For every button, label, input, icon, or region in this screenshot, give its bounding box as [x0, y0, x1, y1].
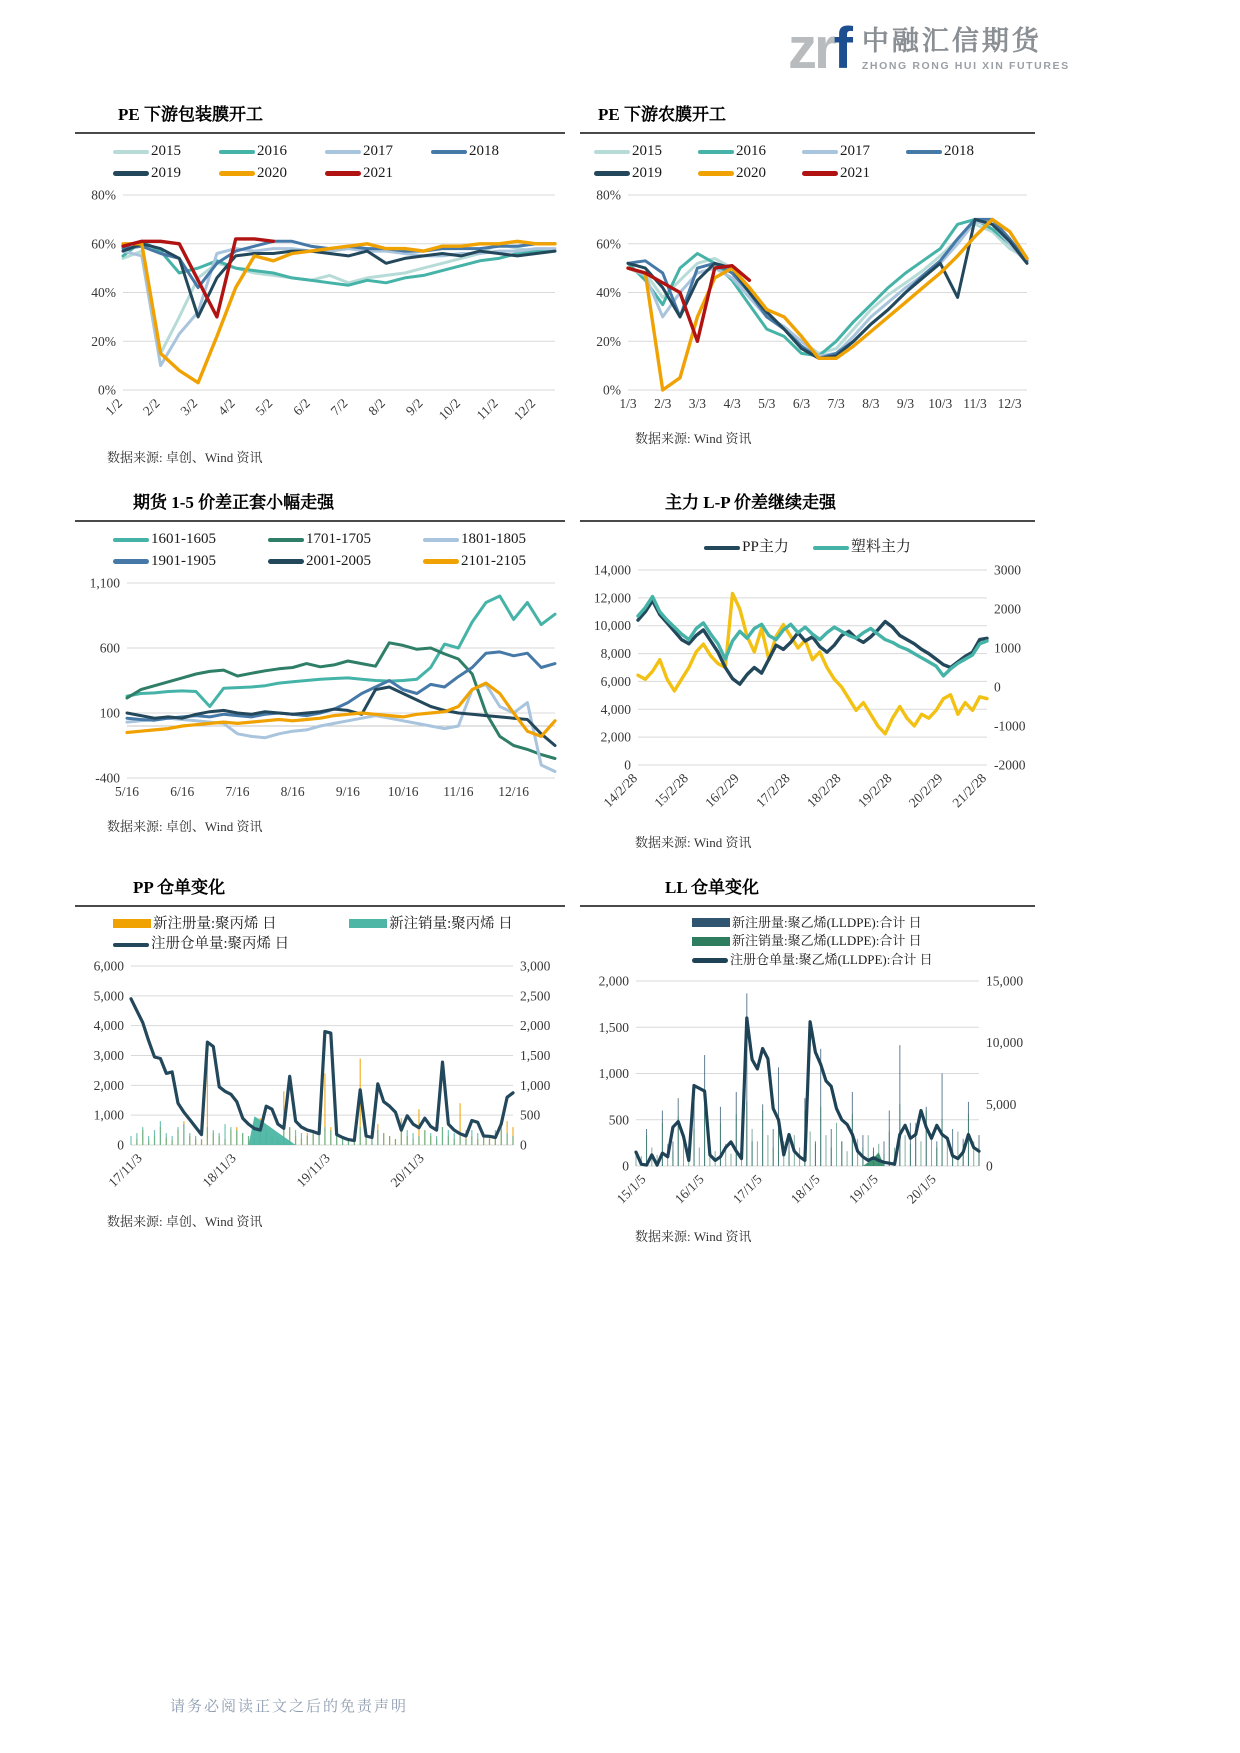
- logo-zrf-mark: [788, 16, 850, 81]
- legend-item: [704, 538, 789, 558]
- svg-text:2,500: 2,500: [520, 988, 551, 1004]
- legend-swatch: [594, 171, 630, 176]
- svg-text:7/16: 7/16: [225, 784, 250, 799]
- chart-main-lp-spread: [580, 488, 1035, 851]
- svg-text:6/2: 6/2: [290, 395, 313, 419]
- title-rule: [580, 905, 1035, 907]
- svg-text:1000: 1000: [994, 640, 1021, 655]
- title-rule: [75, 905, 565, 907]
- chart-ll-warehouse-receipts: [580, 873, 1035, 1246]
- legend-label: 1801-1805: [461, 531, 526, 547]
- legend-label: 新注册量:聚丙烯 日: [153, 915, 277, 932]
- svg-text:16/2/29: 16/2/29: [702, 770, 742, 810]
- legend-item: [431, 142, 499, 162]
- svg-text:1/3: 1/3: [619, 396, 637, 411]
- svg-text:100: 100: [99, 705, 120, 721]
- chart-canvas: [75, 958, 565, 1203]
- svg-text:0: 0: [117, 1137, 124, 1153]
- legend-swatch: [325, 171, 361, 176]
- legend-label: 2015: [632, 143, 662, 159]
- svg-text:3,000: 3,000: [93, 1048, 124, 1064]
- svg-text:6/16: 6/16: [170, 784, 195, 799]
- legend-label: 塑料主力: [850, 539, 911, 555]
- legend-swatch: [692, 918, 730, 927]
- title-rule: [580, 132, 1035, 134]
- svg-text:0: 0: [624, 757, 631, 772]
- svg-text:2/3: 2/3: [654, 396, 672, 411]
- legend-item: [594, 142, 662, 162]
- svg-text:5,000: 5,000: [986, 1097, 1017, 1113]
- svg-text:19/2/28: 19/2/28: [854, 770, 895, 810]
- svg-text:9/2: 9/2: [402, 395, 426, 419]
- svg-text:1,000: 1,000: [93, 1107, 124, 1123]
- svg-text:6,000: 6,000: [600, 673, 631, 689]
- svg-text:20/1/5: 20/1/5: [903, 1171, 939, 1207]
- svg-text:15/1/5: 15/1/5: [613, 1171, 649, 1207]
- legend-item: [692, 933, 933, 950]
- svg-text:20/11/3: 20/11/3: [387, 1150, 427, 1191]
- legend-label: 注册仓单量:聚乙烯(LLDPE):合计 日: [730, 952, 933, 968]
- svg-text:18/11/3: 18/11/3: [199, 1150, 239, 1191]
- svg-text:11/3: 11/3: [963, 396, 987, 411]
- svg-text:3/2: 3/2: [177, 395, 201, 419]
- legend-swatch: [268, 538, 304, 543]
- legend-swatch: [813, 546, 849, 551]
- svg-text:600: 600: [99, 640, 120, 656]
- legend-swatch: [113, 538, 149, 543]
- svg-text:3/3: 3/3: [688, 396, 707, 411]
- svg-text:0: 0: [520, 1137, 527, 1153]
- legend-item: [219, 164, 287, 184]
- chart-canvas: [580, 187, 1035, 420]
- chart-legend: [113, 530, 565, 571]
- svg-text:4,000: 4,000: [600, 701, 631, 717]
- legend-label: 2017: [363, 143, 393, 159]
- svg-text:-400: -400: [95, 770, 120, 786]
- svg-text:0: 0: [994, 679, 1001, 694]
- svg-text:80%: 80%: [596, 187, 621, 203]
- chart-svg: [580, 187, 1035, 420]
- chart-title: LL 仓单变化: [665, 877, 759, 897]
- svg-text:40%: 40%: [91, 285, 116, 300]
- svg-text:15,000: 15,000: [986, 973, 1024, 989]
- legend-item: [594, 164, 662, 184]
- chart-title: PE 下游包装膜开工: [118, 105, 263, 124]
- chart-canvas: [580, 973, 1035, 1218]
- legend-item: [906, 142, 974, 162]
- legend-swatch: [423, 538, 459, 543]
- svg-text:10/3: 10/3: [928, 396, 953, 411]
- svg-text:500: 500: [520, 1107, 541, 1123]
- chart-svg: [75, 958, 565, 1203]
- legend-item: [423, 530, 526, 550]
- svg-text:5/2: 5/2: [252, 395, 276, 419]
- svg-text:5/3: 5/3: [758, 396, 776, 411]
- svg-text:60%: 60%: [91, 236, 116, 252]
- svg-text:2,000: 2,000: [600, 729, 631, 745]
- data-source: 数据来源: Wind 资讯: [635, 1229, 752, 1245]
- svg-text:19/11/3: 19/11/3: [293, 1150, 333, 1191]
- svg-text:1,000: 1,000: [520, 1078, 551, 1094]
- chart-svg: [75, 187, 565, 439]
- legend-item: [692, 915, 933, 932]
- svg-text:11/16: 11/16: [443, 784, 474, 799]
- chart-canvas: [75, 575, 565, 808]
- legend-label: 2019: [632, 164, 662, 181]
- svg-text:-1000: -1000: [994, 718, 1026, 733]
- legend-item: [813, 538, 911, 558]
- svg-text:8,000: 8,000: [600, 645, 631, 661]
- svg-text:1,000: 1,000: [598, 1066, 629, 1082]
- chart-title: PP 仓单变化: [133, 877, 226, 897]
- legend-label: 2018: [944, 143, 974, 159]
- svg-text:7/3: 7/3: [827, 396, 845, 411]
- legend-label: 2101-2105: [461, 552, 526, 569]
- svg-text:21/2/28: 21/2/28: [949, 770, 990, 810]
- chart-title: PE 下游农膜开工: [598, 105, 726, 124]
- legend-label: 2021: [363, 164, 393, 181]
- legend-swatch: [692, 937, 730, 946]
- legend-label: 2017: [840, 143, 870, 159]
- svg-text:17/1/5: 17/1/5: [729, 1171, 765, 1207]
- svg-text:4/3: 4/3: [723, 396, 741, 411]
- data-source: 数据来源: Wind 资讯: [635, 431, 752, 446]
- legend-item: [698, 164, 766, 184]
- legend-item: [692, 952, 933, 969]
- legend-label: 注册仓单量:聚丙烯 日: [151, 936, 290, 953]
- svg-text:9/3: 9/3: [896, 396, 915, 411]
- svg-text:18/2/28: 18/2/28: [803, 770, 844, 810]
- legend-swatch: [431, 150, 467, 155]
- legend-swatch: [423, 559, 459, 564]
- legend-item: [113, 552, 216, 572]
- chart-legend: [580, 538, 1035, 558]
- svg-text:0: 0: [622, 1158, 629, 1174]
- disclaimer-footer: 请务必阅读正文之后的免责声明: [170, 1699, 409, 1715]
- logo-company-name-en: ZHONG RONG HUI XIN FUTURES: [861, 59, 1070, 72]
- legend-item: [113, 935, 289, 954]
- logo-zr-letters: zr: [788, 16, 834, 81]
- legend-label: 2016: [257, 143, 287, 159]
- svg-text:10/16: 10/16: [387, 784, 419, 799]
- svg-text:5/16: 5/16: [114, 784, 140, 799]
- svg-text:14/2/28: 14/2/28: [600, 770, 641, 810]
- svg-text:10/2: 10/2: [435, 395, 464, 424]
- legend-swatch: [704, 546, 740, 551]
- legend-label: PP主力: [742, 539, 789, 555]
- legend-swatch: [349, 919, 387, 928]
- svg-text:2000: 2000: [994, 601, 1021, 616]
- svg-text:20%: 20%: [91, 333, 116, 349]
- legend-label: 2015: [151, 143, 181, 159]
- logo-f-letter: f: [833, 16, 850, 81]
- svg-text:20/2/29: 20/2/29: [905, 770, 946, 810]
- svg-text:2/2: 2/2: [139, 395, 163, 419]
- logo-text: [862, 26, 1070, 71]
- legend-swatch: [698, 171, 734, 176]
- svg-text:4,000: 4,000: [93, 1018, 124, 1034]
- legend-label: 新注销量:聚丙烯 日: [389, 915, 513, 932]
- svg-text:11/2: 11/2: [473, 395, 501, 423]
- svg-text:1/2: 1/2: [102, 395, 126, 419]
- legend-label: 2018: [469, 143, 499, 159]
- legend-item: [113, 164, 181, 184]
- svg-text:500: 500: [608, 1112, 629, 1128]
- svg-text:17/2/28: 17/2/28: [753, 770, 793, 810]
- chart-canvas: [580, 562, 1035, 824]
- svg-text:12,000: 12,000: [593, 589, 631, 605]
- svg-text:6,000: 6,000: [93, 958, 124, 974]
- svg-text:15/2/28: 15/2/28: [651, 770, 692, 810]
- svg-text:12/16: 12/16: [498, 784, 529, 799]
- svg-text:2,000: 2,000: [93, 1078, 124, 1094]
- legend-swatch: [325, 150, 361, 155]
- chart-legend: [113, 915, 565, 955]
- legend-swatch: [698, 150, 734, 155]
- legend-swatch: [268, 559, 304, 564]
- svg-text:3000: 3000: [994, 562, 1021, 577]
- svg-text:10,000: 10,000: [986, 1035, 1024, 1051]
- legend-swatch: [219, 171, 255, 176]
- legend-swatch: [113, 943, 149, 948]
- svg-text:8/16: 8/16: [280, 784, 305, 799]
- legend-item: [113, 530, 216, 550]
- legend-swatch: [802, 171, 838, 176]
- legend-swatch: [219, 150, 255, 155]
- legend-label: 新注册量:聚乙烯(LLDPE):合计 日: [732, 914, 922, 930]
- legend-swatch: [113, 919, 151, 928]
- svg-text:40%: 40%: [596, 285, 621, 300]
- svg-text:18/1/5: 18/1/5: [787, 1171, 823, 1207]
- svg-text:8/2: 8/2: [365, 395, 389, 419]
- chart-pp-warehouse-receipts: [75, 873, 565, 1231]
- data-source: 数据来源: 卓创、Wind 资讯: [107, 450, 263, 465]
- legend-item: [802, 142, 870, 162]
- legend-swatch: [113, 559, 149, 564]
- svg-text:80%: 80%: [91, 187, 116, 203]
- legend-item: [268, 552, 371, 572]
- legend-item: [325, 142, 393, 162]
- legend-item: [113, 142, 181, 162]
- svg-text:3,000: 3,000: [520, 958, 551, 974]
- chart-pe-agri-film-operating-rate: [580, 100, 1035, 447]
- legend-item: [268, 530, 371, 550]
- chart-canvas: [75, 187, 565, 439]
- legend-item: [698, 142, 766, 162]
- chart-title: 期货 1-5 价差正套小幅走强: [133, 493, 335, 512]
- chart-title: 主力 L-P 价差继续走强: [665, 493, 836, 512]
- svg-text:10,000: 10,000: [593, 617, 631, 633]
- svg-text:7/2: 7/2: [327, 395, 351, 419]
- legend-label: 2020: [736, 164, 766, 181]
- legend-swatch: [113, 171, 149, 176]
- legend-swatch: [113, 150, 149, 155]
- svg-text:16/1/5: 16/1/5: [671, 1171, 707, 1207]
- svg-text:0%: 0%: [603, 382, 621, 398]
- chart-futures-1-5-spread: [75, 488, 565, 835]
- legend-label: 1901-1905: [151, 552, 216, 569]
- data-source: 数据来源: Wind 资讯: [635, 834, 752, 850]
- title-rule: [75, 132, 565, 134]
- svg-text:-2000: -2000: [994, 757, 1026, 772]
- legend-label: 2016: [736, 143, 766, 159]
- legend-item: [349, 915, 513, 934]
- chart-svg: [580, 562, 1035, 824]
- legend-label: 2020: [257, 164, 287, 181]
- legend-label: 新注销量:聚乙烯(LLDPE):合计 日: [732, 933, 922, 949]
- title-rule: [75, 520, 565, 522]
- svg-text:12/3: 12/3: [997, 396, 1022, 411]
- legend-label: 1601-1605: [151, 531, 216, 547]
- svg-text:2,000: 2,000: [598, 973, 629, 989]
- chart-pe-packaging-film-operating-rate: [75, 100, 565, 466]
- svg-text:14,000: 14,000: [593, 562, 631, 577]
- chart-svg: [580, 973, 1035, 1218]
- svg-text:17/11/3: 17/11/3: [105, 1150, 145, 1191]
- chart-legend: [113, 142, 565, 183]
- title-rule: [580, 520, 1035, 522]
- svg-text:19/1/5: 19/1/5: [845, 1171, 881, 1207]
- legend-swatch: [802, 150, 838, 155]
- charts-grid: [75, 100, 1035, 1245]
- chart-svg: [75, 575, 565, 808]
- logo-company-name-cn: 中融汇信期货: [861, 26, 1042, 57]
- svg-text:0: 0: [986, 1158, 993, 1174]
- svg-text:9/16: 9/16: [335, 784, 360, 799]
- svg-text:8/3: 8/3: [862, 396, 880, 411]
- legend-item: [219, 142, 287, 162]
- company-logo: [788, 16, 1070, 81]
- legend-swatch: [594, 150, 630, 155]
- svg-text:60%: 60%: [596, 236, 621, 252]
- svg-text:5,000: 5,000: [93, 988, 124, 1004]
- svg-text:2,000: 2,000: [520, 1018, 551, 1034]
- data-source: 数据来源: 卓创、Wind 资讯: [107, 1214, 263, 1230]
- svg-text:0%: 0%: [98, 382, 116, 398]
- legend-item: [802, 164, 870, 184]
- svg-text:20%: 20%: [596, 333, 621, 349]
- legend-item: [325, 164, 393, 184]
- legend-label: 2019: [151, 164, 181, 181]
- legend-swatch: [906, 150, 942, 155]
- legend-item: [113, 915, 289, 934]
- svg-text:4/2: 4/2: [215, 395, 238, 419]
- chart-legend: [594, 142, 1035, 183]
- legend-label: 2021: [840, 164, 870, 181]
- svg-text:1,500: 1,500: [598, 1019, 629, 1035]
- svg-text:6/3: 6/3: [792, 396, 811, 411]
- data-source: 数据来源: 卓创、Wind 资讯: [107, 819, 263, 834]
- legend-label: 2001-2005: [306, 552, 371, 569]
- svg-text:1,100: 1,100: [89, 575, 120, 591]
- legend-swatch: [692, 958, 728, 963]
- svg-text:12/2: 12/2: [510, 395, 539, 424]
- legend-item: [423, 552, 526, 572]
- legend-label: 1701-1705: [306, 531, 371, 547]
- chart-legend: [692, 915, 1035, 970]
- svg-text:1,500: 1,500: [520, 1048, 551, 1064]
